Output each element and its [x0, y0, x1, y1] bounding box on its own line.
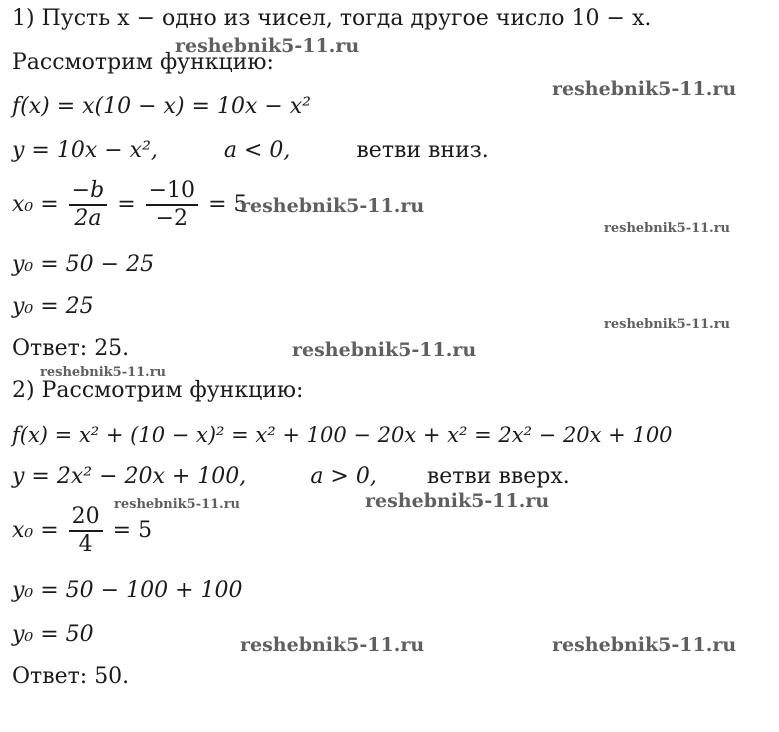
fraction-1-denominator: 2a: [74, 205, 102, 231]
task1-intro: 1) Пусть x − одно из чисел, тогда другое число 10 − x.: [12, 6, 652, 31]
watermark: reshebnik5-11.ru: [552, 634, 737, 656]
vertex-x-2-result: = 5: [112, 518, 153, 543]
watermark: reshebnik5-11.ru: [552, 78, 737, 100]
fraction-1-numerator: −b: [71, 178, 105, 204]
vertex-x-1: [12, 178, 248, 232]
fraction-3-numerator: 20: [71, 504, 100, 530]
vertex-y-1-result: y₀ = 25: [12, 294, 94, 319]
watermark: reshebnik5-11.ru: [175, 35, 360, 57]
function-definition-1: f(x) = x(10 − x) = 10x − x²: [12, 94, 311, 119]
watermark: reshebnik5-11.ru: [292, 339, 477, 361]
answer-1: Ответ: 25.: [12, 336, 130, 361]
vertex-x-1-result: = 5: [208, 192, 248, 217]
branches-up-text: ветви вверх.: [426, 464, 570, 489]
consider-function-1: Рассмотрим функцию:: [12, 50, 274, 75]
watermark: reshebnik5-11.ru: [240, 634, 425, 656]
fraction-2-numerator: −10: [148, 178, 196, 204]
watermark: reshebnik5-11.ru: [604, 221, 731, 236]
function-1-line: [12, 138, 489, 164]
branches-down-text: ветви вниз.: [356, 138, 489, 163]
function-2-line: [12, 464, 570, 490]
answer-2: Ответ: 50.: [12, 664, 130, 689]
watermark: reshebnik5-11.ru: [114, 497, 241, 512]
vertex-y-1-calc: y₀ = 50 − 25: [12, 252, 155, 277]
fraction-3-denominator: 4: [78, 531, 93, 557]
coefficient-1-condition: a < 0,: [223, 138, 291, 163]
vertex-x-2-lhs: x₀ =: [12, 518, 59, 543]
fraction-2-denominator: −2: [155, 205, 189, 231]
fraction-20-over-4: [69, 504, 103, 558]
vertex-x-1-lhs: x₀ =: [12, 192, 59, 217]
vertex-y-2-result: y₀ = 50: [12, 622, 94, 647]
vertex-y-2-calc: y₀ = 50 − 100 + 100: [12, 578, 243, 603]
fraction-minus-b-over-2a: [69, 178, 108, 232]
watermark: reshebnik5-11.ru: [604, 317, 731, 332]
function-1-formula: y = 10x − x²,: [12, 138, 158, 163]
watermark: reshebnik5-11.ru: [365, 490, 550, 512]
watermark: reshebnik5-11.ru: [240, 195, 425, 217]
coefficient-2-condition: a > 0,: [310, 464, 377, 489]
task2-intro: 2) Рассмотрим функцию:: [12, 378, 304, 403]
function-definition-2: f(x) = x² + (10 − x)² = x² + 100 − 20x + x² = 2x² − 20x + 100: [12, 423, 673, 447]
equals-sign: =: [117, 192, 136, 217]
function-2-formula: y = 2x² − 20x + 100,: [12, 464, 247, 489]
watermark: reshebnik5-11.ru: [40, 365, 167, 380]
vertex-x-2: [12, 504, 152, 558]
fraction-minus10-over-minus2: [146, 178, 198, 232]
